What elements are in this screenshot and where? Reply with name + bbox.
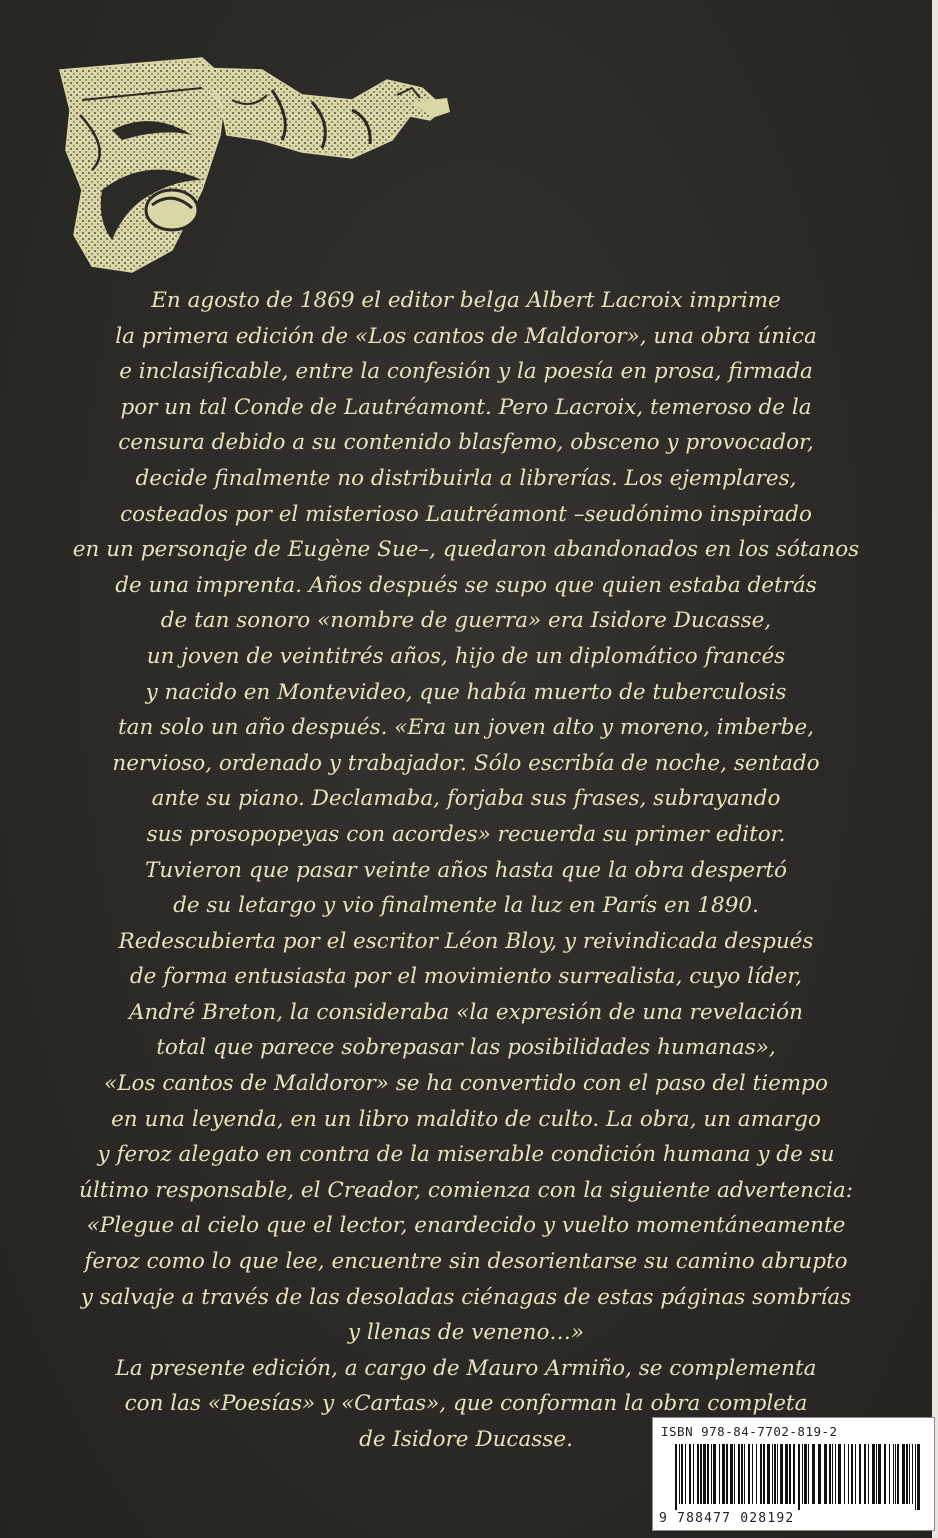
blurb-line: de tan sonoro «nombre de guerra» era Isidore Ducasse, xyxy=(160,608,772,634)
blurb-line: La presente edición, a cargo de Mauro Armiño, se complementa xyxy=(115,1355,817,1381)
blurb-line: y feroz alegato en contra de la miserable condición humana y de su xyxy=(97,1142,835,1168)
blurb-line: André Breton, la consideraba «la expresión de una revelación xyxy=(129,999,803,1025)
barcode-box xyxy=(652,1417,935,1531)
blurb-line: con las «Poesías» y «Cartas», que conforman la obra completa xyxy=(124,1391,808,1417)
blurb-line: de una imprenta. Años después se supo que quien estaba detrás xyxy=(115,572,817,598)
blurb-line: nervioso, ordenado y trabajador. Sólo escribía de noche, sentado xyxy=(112,750,820,776)
blurb-line: Tuvieron que pasar veinte años hasta que la obra despertó xyxy=(144,857,787,883)
blurb-line: «Los cantos de Maldoror» se ha convertido con el paso del tiempo xyxy=(104,1071,828,1097)
blurb-line: e inclasificable, entre la confesión y la poesía en prosa, firmada xyxy=(119,359,813,385)
blurb-line: en un personaje de Eugène Sue–, quedaron abandonados en los sótanos xyxy=(72,537,860,563)
back-cover-blurb xyxy=(60,283,872,1458)
barcode-digits: 9 788477 028192 xyxy=(659,1511,795,1526)
page-edge xyxy=(932,0,938,1538)
blurb-line: sus prosopopeyas con acordes» recuerda su primer editor. xyxy=(146,821,786,847)
blurb-line: tan solo un año después. «Era un joven alto y moreno, imberbe, xyxy=(118,715,814,741)
blurb-line: y llenas de veneno…» xyxy=(347,1320,585,1346)
blurb-line: de su letargo y vio finalmente la luz en París en 1890. xyxy=(173,893,759,919)
barcode-bars xyxy=(673,1444,921,1510)
blurb-line: censura debido a su contenido blasfemo, obsceno y provocador, xyxy=(118,430,814,456)
blurb-line: la primera edición de «Los cantos de Maldoror», una obra única xyxy=(115,323,817,349)
blurb-line: ante su piano. Declamaba, forjaba sus frases, subrayando xyxy=(151,786,781,812)
blurb-line: feroz como lo que lee, encuentre sin desorientarse su camino abrupto xyxy=(84,1249,848,1275)
blurb-line: en una leyenda, en un libro maldito de culto. La obra, un amargo xyxy=(111,1106,821,1132)
blurb-line: un joven de veintitrés años, hijo de un diplomático francés xyxy=(146,643,786,669)
blurb-line: «Plegue al cielo que el lector, enardecido y vuelto momentáneamente xyxy=(86,1213,846,1239)
blurb-line: Redescubierta por el escritor Léon Bloy, y reivindicada después xyxy=(118,928,814,954)
blurb-line: y salvaje a través de las desoladas ciénagas de estas páginas sombrías xyxy=(80,1284,852,1310)
blurb-line: por un tal Conde de Lautréamont. Pero Lacroix, temeroso de la xyxy=(120,394,812,420)
blurb-line: de Isidore Ducasse. xyxy=(359,1427,573,1452)
blurb-line: En agosto de 1869 el editor belga Albert Lacroix imprime xyxy=(151,288,781,313)
isbn-label: ISBN 978-84-7702-819-2 xyxy=(661,1424,838,1439)
blurb-line: de forma entusiasta por el movimiento surrealista, cuyo líder, xyxy=(129,964,803,990)
blurb-line: total que parece sobrepasar las posibilidades humanas», xyxy=(156,1035,776,1061)
blurb-line: decide finalmente no distribuirla a librerías. Los ejemplares, xyxy=(135,465,797,491)
blurb-line: costeados por el misterioso Lautréamont –seudónimo inspirado xyxy=(120,501,812,527)
blurb-line: último responsable, el Creador, comienza con la siguiente advertencia: xyxy=(79,1177,853,1203)
gargoyle-illustration xyxy=(52,40,452,290)
blurb-line: y nacido en Montevideo, que había muerto de tuberculosis xyxy=(145,679,787,705)
